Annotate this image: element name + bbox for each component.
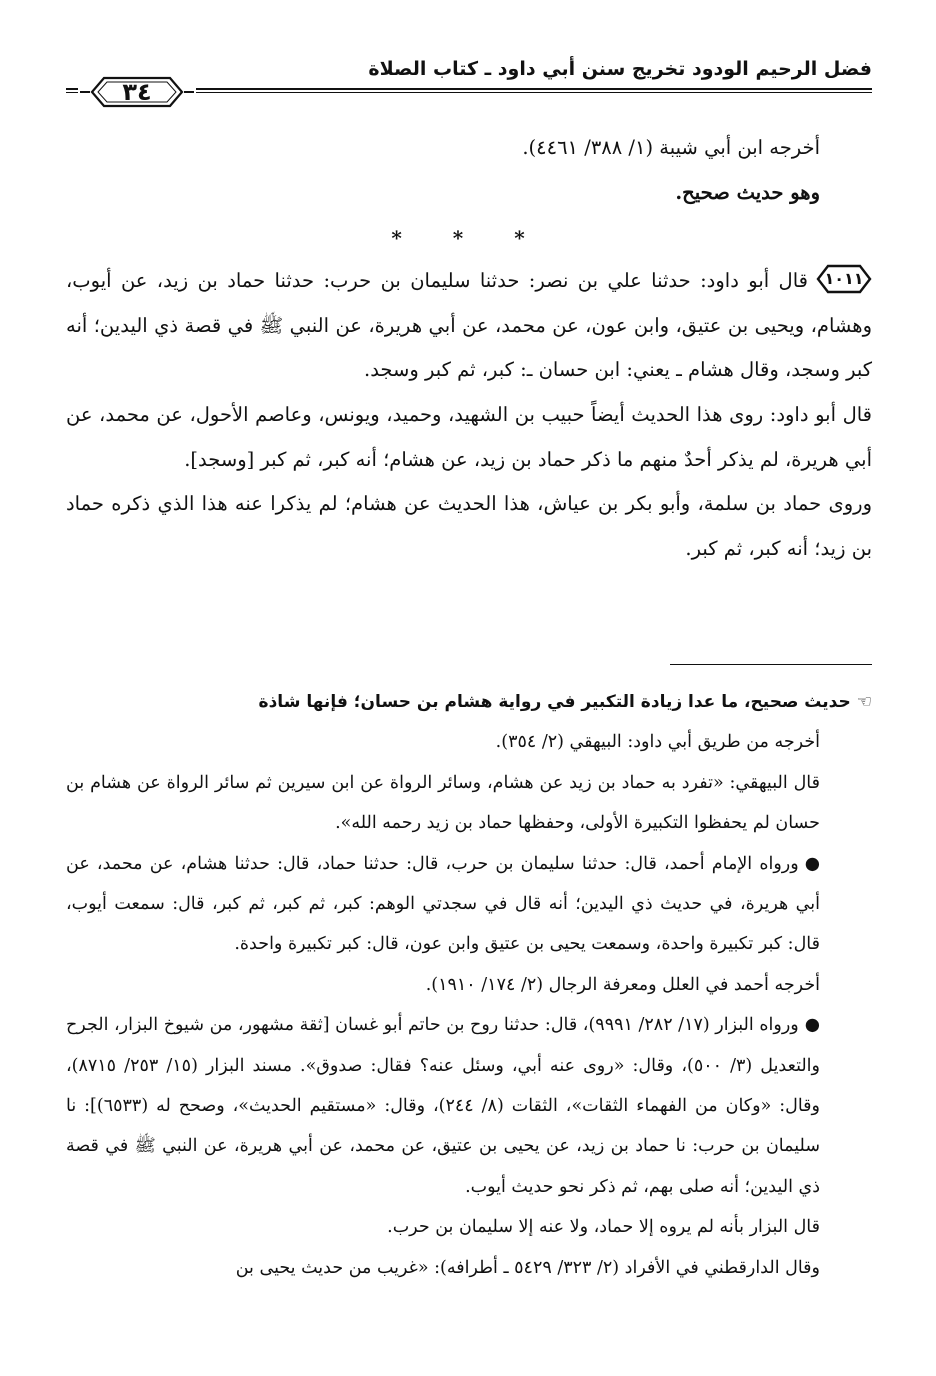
- bullet-icon: ●: [804, 853, 820, 874]
- citation-line: أخرجه ابن أبي شيبة (١/ ٣٨٨/ ٤٤٦١).: [522, 136, 820, 159]
- hadith-number-badge: [816, 264, 872, 294]
- footnote-divider: [670, 664, 872, 665]
- bullet-icon: ●: [804, 1015, 820, 1036]
- commentary-paragraph: أخرجه أحمد في العلل ومعرفة الرجال (٢/ ١٧٤/ ١٩١٠).: [425, 974, 820, 995]
- hadith-number: ١٠١١: [824, 269, 864, 289]
- verdict-line: وهو حديث صحيح.: [675, 180, 820, 204]
- page-number: ٣٤: [122, 78, 152, 106]
- commentary-paragraph: وقال الدارقطني في الأفراد (٢/ ٣٢٣/ ٥٤٢٩ ـ أطرافه): «غريب من حديث يحيى بن: [235, 1257, 820, 1278]
- commentary-paragraph: [66, 1005, 872, 1207]
- commentary-paragraph: أخرجه من طريق أبي داود: البيهقي (٢/ ٣٥٤).: [495, 732, 820, 753]
- abu-dawud-comment: قال أبو داود: روى هذا الحديث أيضاً حبيب بن الشهيد، وحميد، ويونس، وعاصم الأحول، عن محمد، عن أبي هريرة، لم يذكر أحدٌ منهم ما ذكر حماد بن زيد، عن هشام؛ أنه كبر، ثم كبر [وسجد].: [66, 402, 872, 471]
- main-text: [66, 126, 872, 571]
- ruling-hand-icon: ☜: [856, 692, 872, 712]
- commentary-text: ورواه الإمام أحمد، قال: حدثنا سليمان بن حرب، قال: حدثنا حماد، قال: حدثنا هشام، عن محمد، عن أبي هريرة، في حديث ذي اليدين؛ أنه قال في سجدتي الوهم: كبر، ثم كبر، ثم كبر، قال: سمعت أيوب، قال: كبر تكبيرة واحدة، وسمعت يحيى بن عتيق وابن عون، قال: كبر تكبيرة واحدة.: [66, 853, 820, 955]
- ruling-line: [66, 682, 872, 722]
- page-number-badge: [78, 72, 196, 112]
- header-title: فضل الرحيم الودود تخريج سنن أبي داود ـ كتاب الصلاة: [368, 58, 872, 80]
- abu-dawud-comment-2: وروى حماد بن سلمة، وأبو بكر بن عياش، هذا الحديث عن هشام؛ لم يذكرا عنه هذا الذي ذكره حماد بن زيد؛ أنه كبر، ثم كبر.: [66, 492, 872, 560]
- commentary: [66, 682, 872, 1288]
- running-header: [66, 52, 872, 112]
- commentary-paragraph: قال البزار بأنه لم يروه إلا حماد، ولا عنه إلا سليمان بن حرب.: [387, 1217, 820, 1238]
- commentary-text: ورواه البزار (١٧/ ٢٨٢/ ٩٩٩١)، قال: حدثنا روح بن حاتم أبو غسان [ثقة مشهور، من شيوخ البزار، الجرح والتعديل (٣/ ٥٠٠)، وقال: «روى عنه أبي، وسئل عنه؟ فقال: صدوق». مسند البزار (١٥/ ٢٥٣/ ٨٧١٥)، وقال: «وكان من الفهماء الثقات»، الثقات (٨/ ٢٤٤)، وقال: «مستقيم الحديث»، وصحح له (٦٥٣٣)]: نا سليمان بن حرب: نا حماد بن زيد، عن يحيى بن عتيق، عن محمد، عن أبي هريرة، عن النبي ﷺ في قصة ذي اليدين؛ أنه صلى بهم، ثم ذكر نحو حديث أيوب.: [66, 1015, 820, 1197]
- ruling-text: حديث صحيح، ما عدا زيادة التكبير في رواية هشام بن حسان؛ فإنها شاذة: [258, 692, 851, 712]
- section-separator-stars: * * *: [391, 226, 547, 251]
- commentary-paragraph: [66, 844, 872, 965]
- hadith-paragraph: [66, 259, 872, 393]
- commentary-paragraph: قال البيهقي: «تفرد به حماد بن زيد عن هشام، وسائر الرواة عن ابن سيرين ثم سائر الرواة عن هشام بن حسان لم يحفظوا التكبيرة الأولى، وحفظها حماد بن زيد رحمه الله».: [66, 772, 820, 834]
- hadith-text: قال أبو داود: حدثنا علي بن نصر: حدثنا سليمان بن حرب: حدثنا حماد بن زيد، عن أيوب، وهشام، ويحيى بن عتيق، وابن عون، عن محمد، عن أبي هريرة، عن النبي ﷺ في قصة ذي اليدين؛ أنه كبر وسجد، وقال هشام ـ يعني: ابن حسان ـ: كبر، ثم كبر وسجد.: [66, 269, 872, 382]
